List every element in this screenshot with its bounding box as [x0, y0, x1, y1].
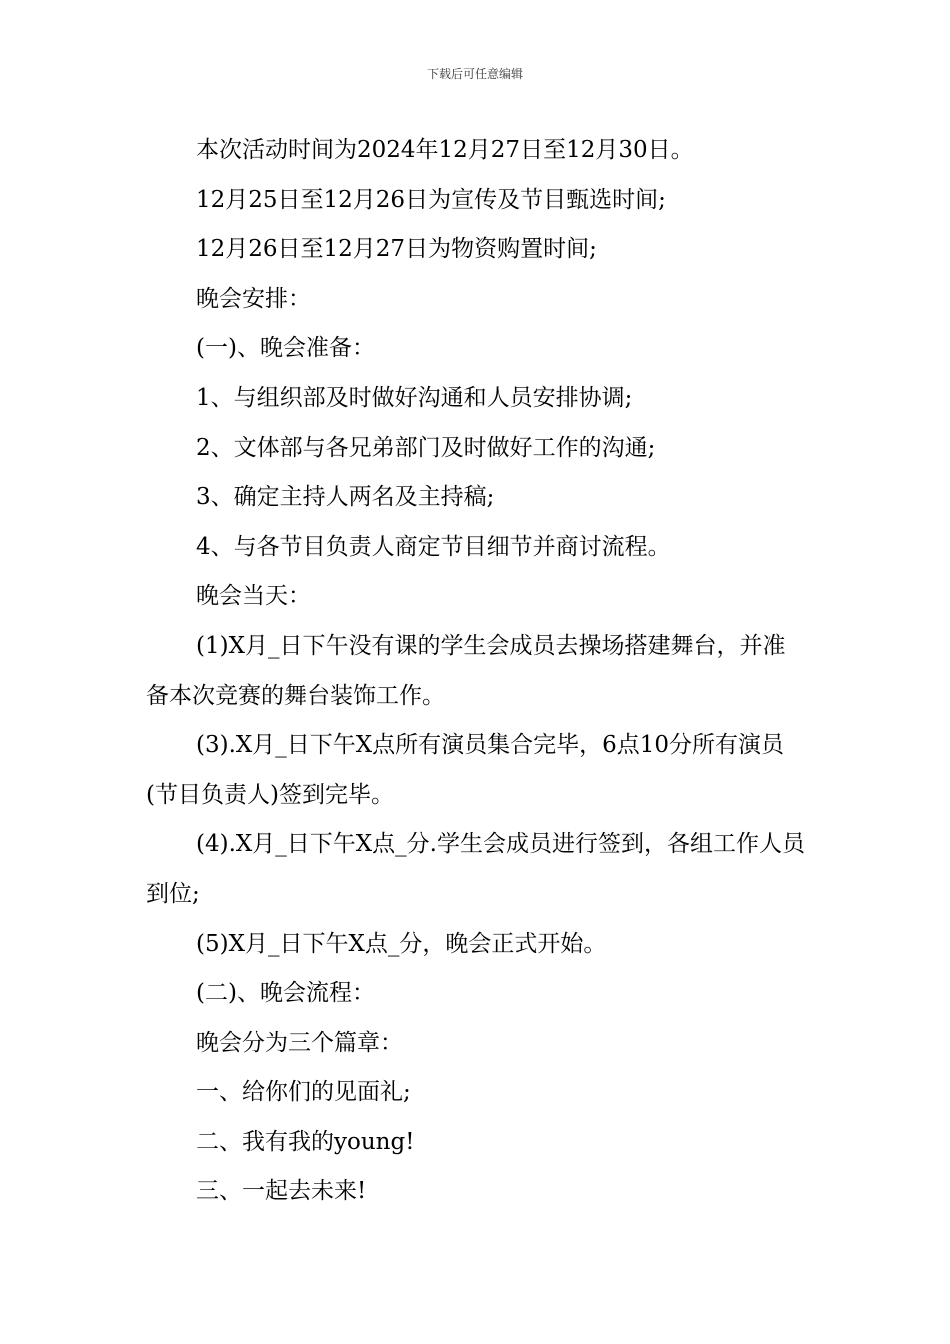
paragraph-prep-item-1: 1、与组织部及时做好沟通和人员安排协调; — [196, 384, 633, 411]
document-body — [146, 126, 808, 1217]
page-header-note: 下载后可任意编辑 — [426, 67, 523, 81]
paragraph-chapter-3: 三、一起去未来! — [196, 1178, 367, 1205]
paragraph-event-day-heading: 晚会当天： — [196, 583, 311, 610]
paragraph-chapters-intro: 晚会分为三个篇章： — [196, 1029, 403, 1056]
paragraph-prep-item-4: 4、与各节目负责人商定节目细节并商讨流程。 — [196, 533, 671, 560]
paragraph-prep-item-3: 3、确定主持人两名及主持稿; — [196, 484, 495, 511]
paragraph-chapter-2: 二、我有我的young! — [196, 1128, 415, 1155]
paragraph-prep-item-2: 2、文体部与各兄弟部门及时做好工作的沟通; — [196, 434, 656, 461]
paragraph-event-day-3: (3).X月_日下午X点所有演员集合完毕，6点10分所有演员(节目负责人)签到完毕。 — [146, 732, 785, 808]
paragraph-promotion-time: 12月25日至12月26日为宣传及节目甄选时间; — [196, 186, 666, 213]
paragraph-activity-time: 本次活动时间为2024年12月27日至12月30日。 — [196, 137, 694, 163]
paragraph-arrangement-heading: 晚会安排： — [196, 285, 311, 312]
paragraph-flow-heading: (二)、晚会流程： — [196, 980, 375, 1007]
paragraph-purchase-time: 12月26日至12月27日为物资购置时间; — [196, 236, 597, 263]
paragraph-event-day-5: (5)X月_日下午X点_分，晚会正式开始。 — [196, 930, 607, 957]
paragraph-chapter-1: 一、给你们的见面礼; — [196, 1079, 411, 1106]
paragraph-preparation-heading: (一)、晚会准备： — [196, 335, 375, 362]
paragraph-event-day-1: (1)X月_日下午没有课的学生会成员去操场搭建舞台，并准备本次竞赛的舞台装饰工作。 — [146, 632, 786, 709]
paragraph-event-day-4: (4).X月_日下午X点_分.学生会成员进行签到，各组工作人员到位; — [146, 831, 805, 907]
